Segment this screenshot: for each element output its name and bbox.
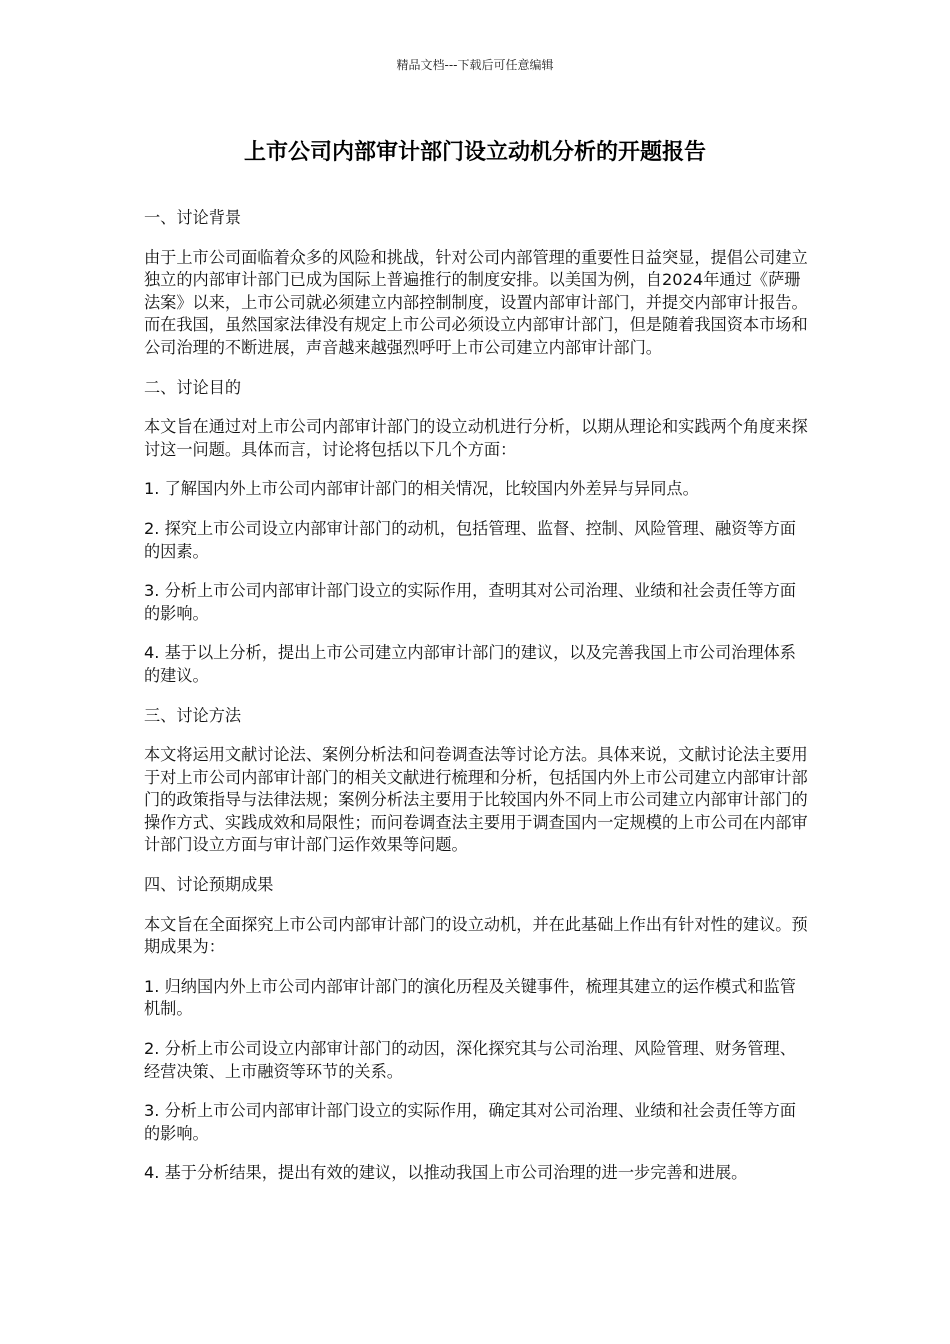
paragraph: 本文旨在全面探究上市公司内部审计部门的设立动机，并在此基础上作出有针对性的建议。预期成果为：: [144, 914, 808, 957]
list-item: 3. 分析上市公司内部审计部门设立的实际作用，查明其对公司治理、业绩和社会责任等方面的影响。: [144, 581, 796, 623]
section-heading: 二、讨论目的: [144, 377, 242, 397]
list-item: 4. 基于分析结果，提出有效的建议，以推动我国上市公司治理的进一步完善和进展。: [144, 1163, 748, 1183]
list-item: 1. 了解国内外上市公司内部审计部门的相关情况，比较国内外差异与异同点。: [144, 479, 699, 499]
document-title: 上市公司内部审计部门设立动机分析的开题报告: [243, 140, 706, 165]
section-heading: 四、讨论预期成果: [144, 875, 274, 895]
section-heading: 三、讨论方法: [144, 705, 242, 725]
list-item: 2. 探究上市公司设立内部审计部门的动机，包括管理、监督、控制、风险管理、融资等方面的因素。: [144, 518, 796, 561]
list-item: 2. 分析上市公司设立内部审计部门的动因，深化探究其与公司治理、风险管理、财务管理、经营决策、上市融资等环节的关系。: [144, 1039, 796, 1081]
list-item: 3. 分析上市公司内部审计部门设立的实际作用，确定其对公司治理、业绩和社会责任等方面的影响。: [144, 1101, 796, 1143]
document-body: [144, 207, 808, 1202]
header-note: 精品文档---下载后可任意编辑: [396, 58, 554, 72]
paragraph: 本文将运用文献讨论法、案例分析法和问卷调查法等讨论方法。具体来说，文献讨论法主要用于对上市公司内部审计部门的相关文献进行梳理和分析，包括国内外上市公司建立内部审计部门的政策指导与法律法规；案例分析法主要用于比较国内外不同上市公司建立内部审计部门的操作方式、实践成效和局限性；而问卷调查法主要用于调查国内一定规模的上市公司在内部审计部门设立方面与审计部门运作效果等问题。: [144, 745, 808, 855]
paragraph: 本文旨在通过对上市公司内部审计部门的设立动机进行分析，以期从理论和实践两个角度来探讨这一问题。具体而言，讨论将包括以下几个方面：: [144, 417, 808, 459]
paragraph: 由于上市公司面临着众多的风险和挑战，针对公司内部管理的重要性日益突显，提倡公司建立独立的内部审计部门已成为国际上普遍推行的制度安排。以美国为例，自2024年通过《萨珊法案》以来，上市公司就必须建立内部控制制度，设置内部审计部门，并提交内部审计报告。而在我国，虽然国家法律没有规定上市公司必须设立内部审计部门，但是随着我国资本市场和公司治理的不断进展，声音越来越强烈呼吁上市公司建立内部审计部门。: [144, 247, 808, 357]
section-heading: 一、讨论背景: [144, 208, 242, 227]
list-item: 1. 归纳国内外上市公司内部审计部门的演化历程及关键事件，梳理其建立的运作模式和监管机制。: [144, 976, 796, 1019]
list-item: 4. 基于以上分析，提出上市公司建立内部审计部门的建议，以及完善我国上市公司治理体系的建议。: [144, 643, 796, 685]
